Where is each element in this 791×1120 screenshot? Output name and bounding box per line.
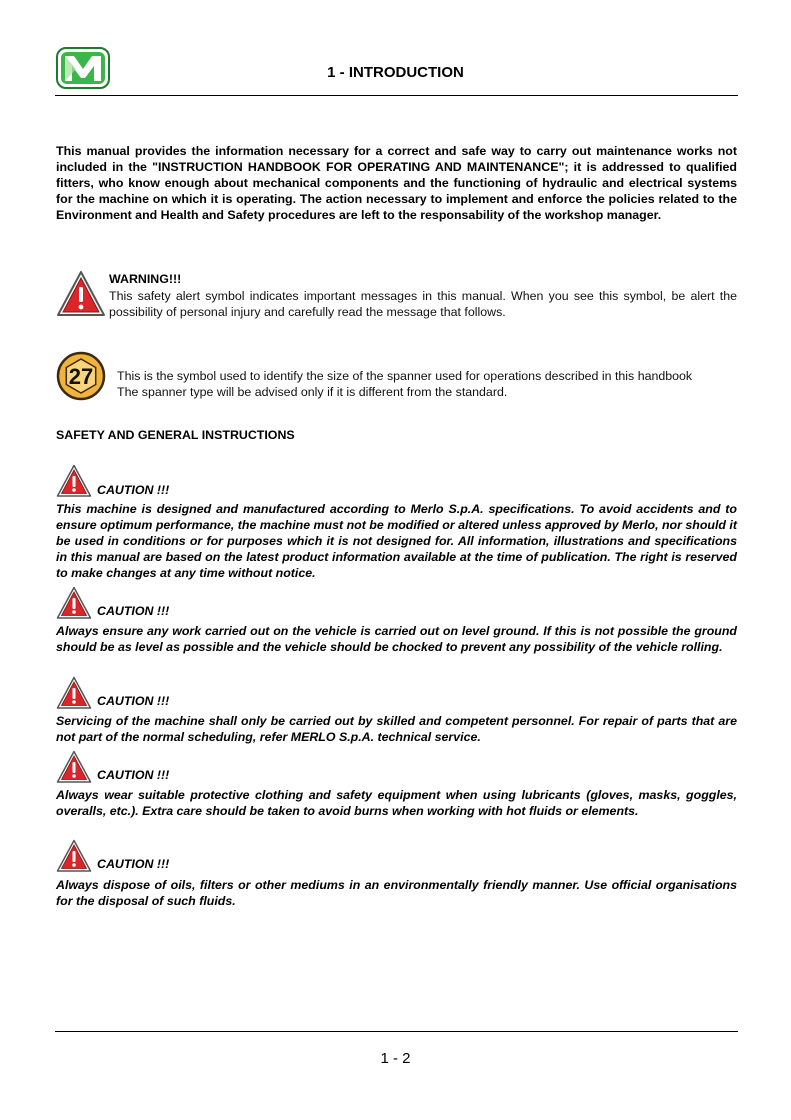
caution-triangle-icon [56, 586, 92, 620]
caution-title: CAUTION !!! [97, 694, 170, 708]
caution-triangle-icon [56, 464, 92, 498]
page-title: 1 - INTRODUCTION [327, 64, 464, 81]
warning-text: This safety alert symbol indicates important messages in this manual. When you see this symbol, be alert the possibility of personal injury and carefully read the message that follows. [109, 289, 737, 319]
header-divider [55, 95, 738, 96]
spanner-description [117, 368, 739, 400]
caution-title: CAUTION !!! [97, 857, 170, 871]
intro-paragraph: This manual provides the information necessary for a correct and safe way to carry out maintenance works not included in the "INSTRUCTION HANDBOOK FOR OPERATING AND MAINTENANCE"; it is addressed to qualified fitters, who know enough about mechanical components and the functioning of hydraulic and electrical systems for the machine on which it is operating. The action necessary to implement and enforce the policies related to the Environment and Health and Safety procedures are left to the responsability of the workshop manager. [56, 144, 737, 222]
caution-text: Always wear suitable protective clothing and safety equipment when using lubricants (gloves, masks, goggles, overalls, etc.). Extra care should be taken to avoid burns when working with hot fluids or elements. [56, 788, 737, 818]
caution-text: Always ensure any work carried out on the vehicle is carried out on level ground. If this is not possible the ground should be as level as possible and the vehicle should be chocked to prevent any possibility of the vehicle rolling. [56, 624, 737, 654]
spanner-line-1: This is the symbol used to identify the size of the spanner used for operations described in this handbook [117, 369, 693, 383]
spanner-size-number: 27 [68, 364, 94, 389]
spanner-line-2: The spanner type will be advised only if it is different from the standard. [117, 385, 508, 399]
spanner-size-icon [56, 351, 106, 401]
caution-triangle-icon [56, 750, 92, 784]
caution-title: CAUTION !!! [97, 604, 170, 618]
caution-title: CAUTION !!! [97, 768, 170, 782]
caution-title: CAUTION !!! [97, 483, 170, 497]
caution-triangle-icon [56, 676, 92, 710]
footer-divider [55, 1031, 738, 1032]
merlo-logo-icon [56, 47, 110, 89]
caution-text: Servicing of the machine shall only be carried out by skilled and competent personnel. For repair of parts that are not part of the normal scheduling, refer MERLO S.p.A. technical service. [56, 714, 737, 744]
caution-text: Always dispose of oils, filters or other mediums in an environmentally friendly manner. Use official organisations for the disposal of such fluids. [56, 878, 737, 908]
warning-title: WARNING!!! [109, 272, 182, 286]
warning-triangle-icon [56, 270, 106, 318]
section-heading: SAFETY AND GENERAL INSTRUCTIONS [56, 428, 295, 442]
page-number: 1 - 2 [380, 1050, 411, 1067]
caution-triangle-icon [56, 839, 92, 873]
caution-text: This machine is designed and manufactured according to Merlo S.p.A. specifications. To avoid accidents and to ensure optimum performance, the machine must not be modified or altered unless approved by Merlo, nor should it be used in conditions or for purposes which it is not designed for. All information, illustrations and specifications in this manual are based on the latest product information available at the time of publication. The right is reserved to make changes at any time without notice. [56, 502, 737, 580]
